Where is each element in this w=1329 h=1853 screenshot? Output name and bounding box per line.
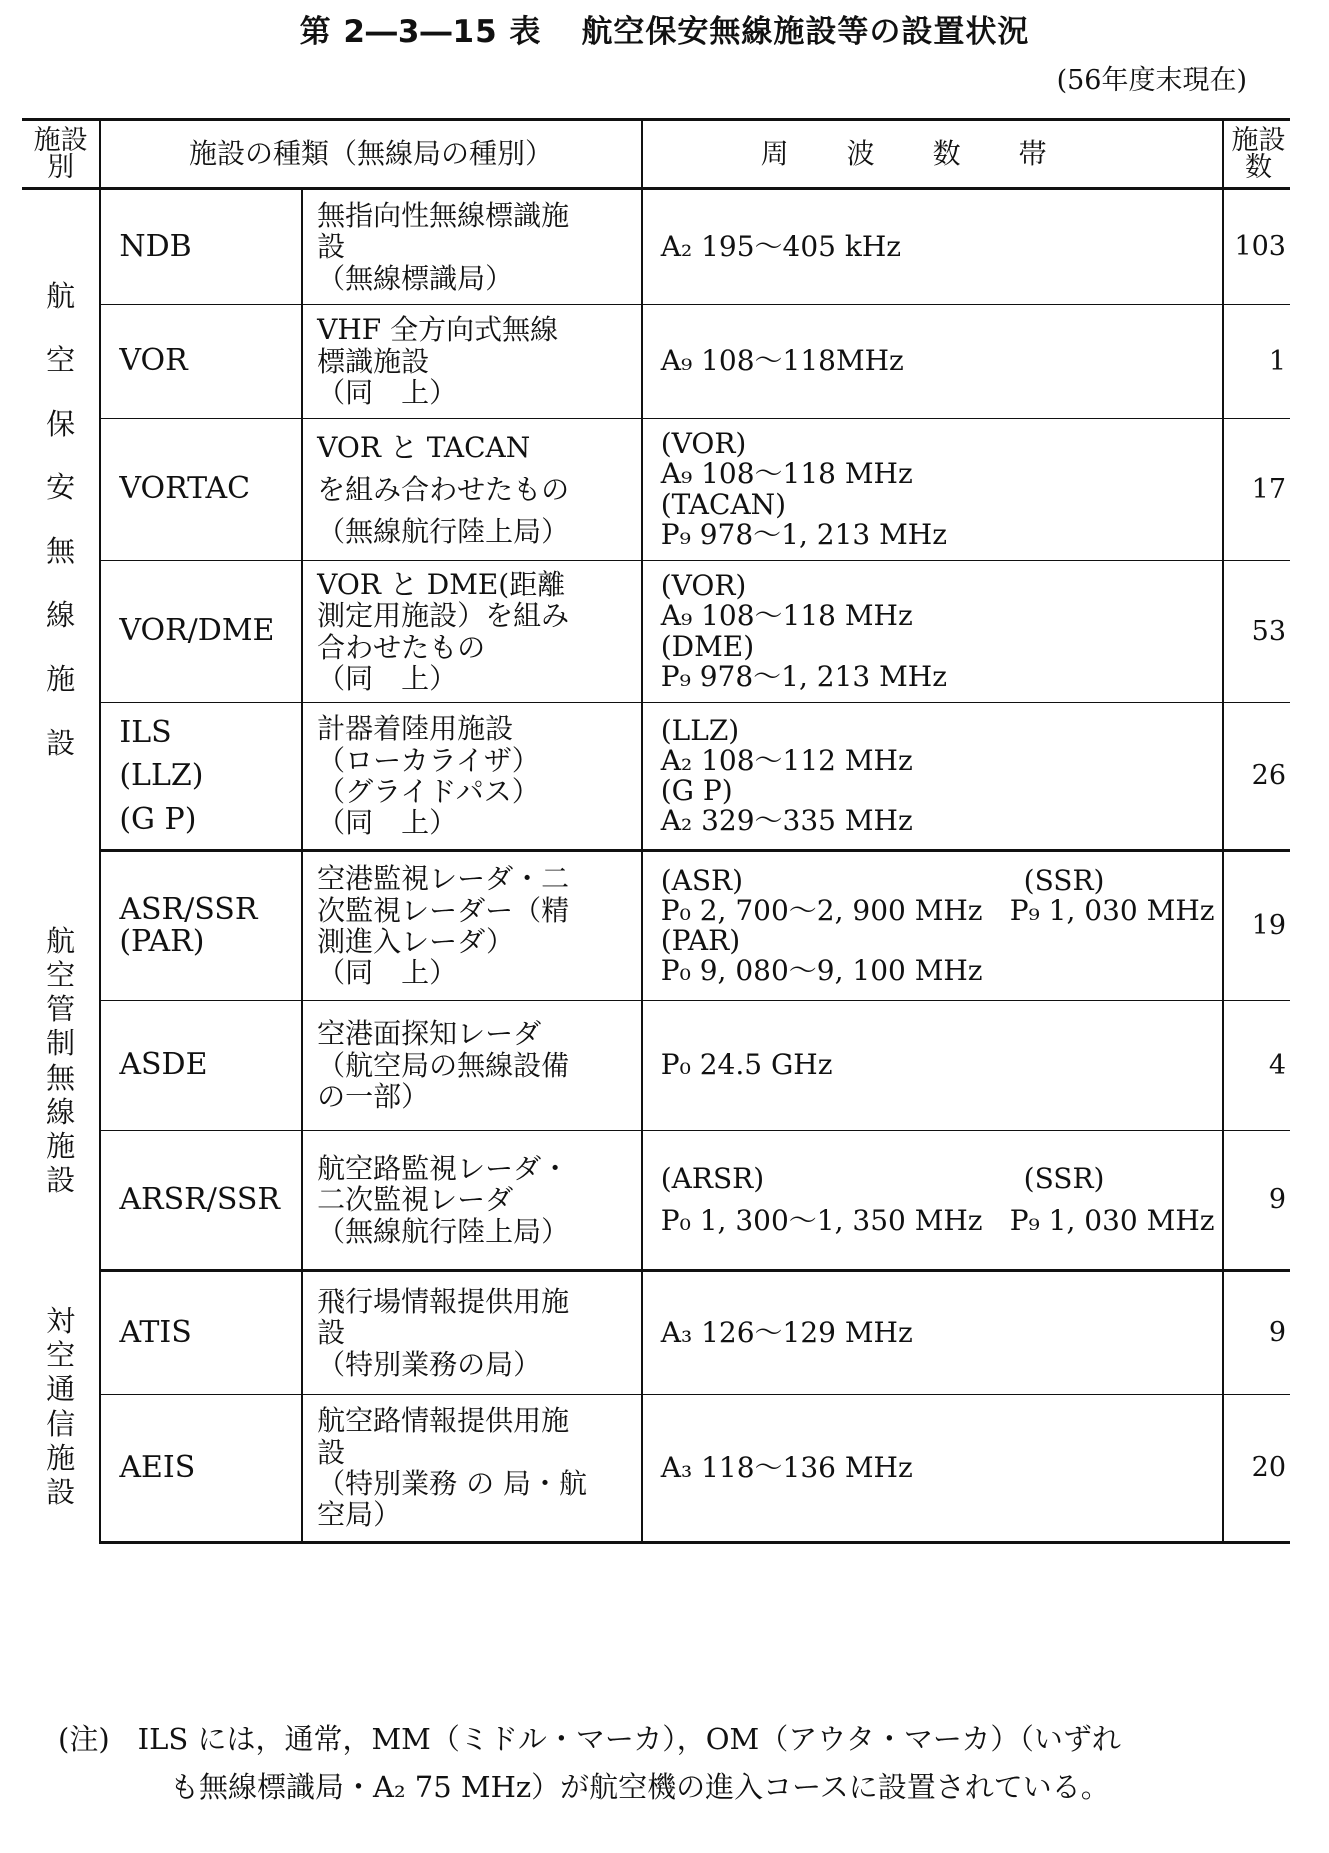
facility-count: 1 (1223, 305, 1290, 419)
group-label: 航空保安無線施設 (46, 279, 76, 760)
freq-right: (SSR) (1023, 1162, 1105, 1195)
facility-count: 103 (1223, 189, 1290, 305)
facility-code: ASDE (100, 1001, 302, 1131)
group-label: 対空通信施設 (46, 1303, 76, 1509)
facility-code: VOR (100, 305, 302, 419)
frequency-band: A₃ 126～129 MHz (642, 1271, 1224, 1395)
facility-code: AEIS (100, 1395, 302, 1543)
facility-name: 空港監視レーダ・二 次監視レーダー（精 測進入レーダ） （同 上） (302, 851, 642, 1001)
header-count: 施設数 (1223, 120, 1290, 189)
facility-count: 53 (1223, 561, 1290, 703)
facility-code: ILS (LLZ) (G P) (100, 703, 302, 851)
frequency-band (642, 1131, 1224, 1271)
frequency-band: P₀ 24.5 GHz (642, 1001, 1224, 1131)
facility-name: VOR と DME(距離 測定用施設）を組み 合わせたもの （同 上） (302, 561, 642, 703)
table-title (0, 6, 1329, 51)
footnote (58, 1716, 1298, 1812)
facility-name: 無指向性無線標識施 設 （無線標識局） (302, 189, 642, 305)
group-label: 航空管制無線施設 (46, 923, 76, 1198)
table-row (22, 1395, 1290, 1543)
table-row (22, 189, 1290, 305)
table-row (22, 851, 1290, 1001)
facility-name: VHF 全方向式無線 標識施設 （同 上） (302, 305, 642, 419)
freq-left: P₀ 1, 300～1, 350 MHz (660, 1204, 983, 1237)
frequency-band: (VOR) A₉ 108～118 MHz (DME) P₉ 978～1, 213 MHz (642, 561, 1224, 703)
facility-name: 航空路情報提供用施 設 （特別業務 の 局・航 空局） (302, 1395, 642, 1543)
table-number: 第 2―3―15 表 (299, 14, 542, 50)
facility-code: NDB (100, 189, 302, 305)
footnote-line-1: ILS には，通常，MM（ミドル・マーカ），OM（アウタ・マーカ）（いずれ (137, 1722, 1121, 1756)
facility-name: 計器着陸用施設 （ローカライザ） （グライドパス） （同 上） (302, 703, 642, 851)
freq-line-split (661, 1158, 1215, 1200)
facility-name: VOR と TACAN を組み合わせたもの （無線航行陸上局） (302, 419, 642, 561)
freq-line-split (660, 893, 1215, 927)
frequency-band: (LLZ) A₂ 108～112 MHz (G P) A₂ 329～335 MHz (642, 703, 1224, 851)
freq-right: P₉ 1, 030 MHz (1009, 1204, 1215, 1237)
frequency-band: (VOR) A₉ 108～118 MHz (TACAN) P₉ 978～1, 213 MHz (642, 419, 1224, 561)
header-frequency: 周波数帯 (642, 120, 1224, 189)
facility-code: ARSR/SSR (100, 1131, 302, 1271)
frequency-band: A₃ 118～136 MHz (642, 1395, 1224, 1543)
table-row (22, 1131, 1290, 1271)
freq-right: (SSR) (1023, 863, 1105, 897)
table-row (22, 561, 1290, 703)
table-row (22, 1001, 1290, 1131)
freq-left: P₀ 2, 700～2, 900 MHz (660, 893, 983, 927)
freq-line-split (661, 1200, 1215, 1242)
table-row (22, 419, 1290, 561)
header-category: 施設別 (22, 120, 100, 189)
facility-name: 飛行場情報提供用施 設 （特別業務の局） (302, 1271, 642, 1395)
table-row (22, 703, 1290, 851)
facility-count: 26 (1223, 703, 1290, 851)
facility-count: 4 (1223, 1001, 1290, 1131)
freq-right: P₉ 1, 030 MHz (1009, 893, 1215, 927)
facility-code: ASR/SSR (PAR) (100, 851, 302, 1001)
as-of-date: (56年度末現在) (1056, 65, 1247, 96)
footnote-line-2: も無線標識局・A₂ 75 MHz）が航空機の進入コースに設置されている。 (170, 1769, 1110, 1804)
facility-name: 空港面探知レーダ （航空局の無線設備 の一部） (302, 1001, 642, 1131)
facility-code: VORTAC (100, 419, 302, 561)
table-title-text: 航空保安無線施設等の設置状況 (581, 14, 1030, 50)
table-row (22, 305, 1290, 419)
facility-count: 19 (1223, 851, 1290, 1001)
frequency-band: (ASR) (SSR) P₀ 2, 700～2, 900 MHz P₉ 1, 030 MHz (PAR) P₀ 9, 080～9, 100 MHz (642, 851, 1224, 1001)
facility-code: ATIS (100, 1271, 302, 1395)
frequency-band: A₉ 108～118MHz (642, 305, 1224, 419)
footnote-label: (注) (58, 1722, 110, 1756)
facility-name: 航空路監視レーダ・ 二次監視レーダ （無線航行陸上局） (302, 1131, 642, 1271)
table-row (22, 1271, 1290, 1395)
facility-table (22, 118, 1290, 1544)
freq-left: (ASR) (660, 863, 744, 897)
header-row (22, 120, 1290, 189)
freq-left: (ARSR) (660, 1162, 765, 1195)
frequency-band: A₂ 195～405 kHz (642, 189, 1224, 305)
facility-count: 20 (1223, 1395, 1290, 1543)
freq-line-split (660, 863, 1215, 897)
facility-count: 9 (1223, 1271, 1290, 1395)
facility-count: 9 (1223, 1131, 1290, 1271)
facility-count: 17 (1223, 419, 1290, 561)
header-type: 施設の種類（無線局の種別） (100, 120, 641, 189)
facility-code: VOR/DME (100, 561, 302, 703)
